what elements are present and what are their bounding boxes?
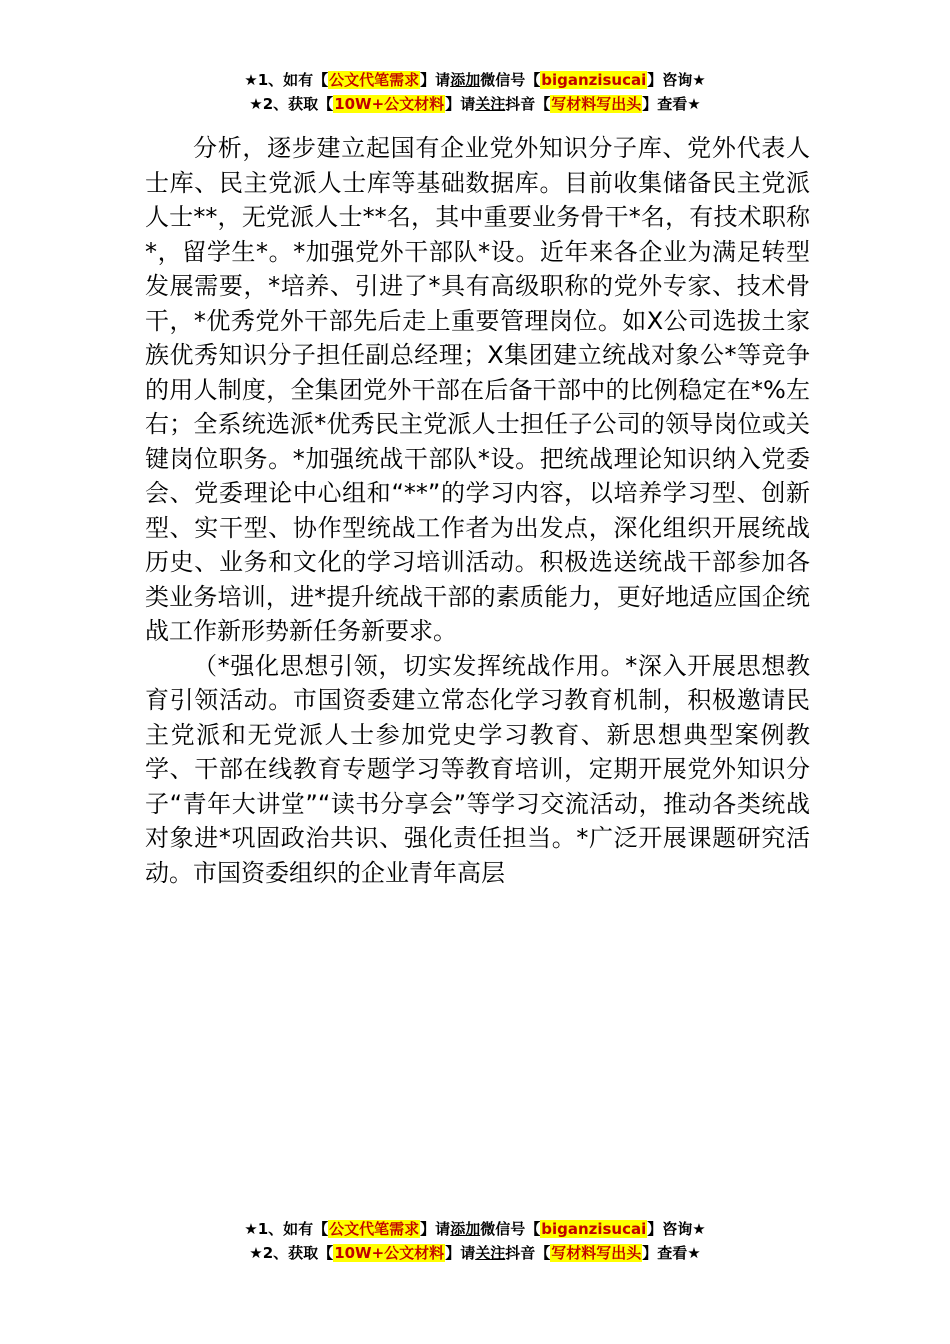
banner-text: 】查看★ [642,1244,701,1262]
banner-text: 抖音【 [505,1244,551,1262]
banner-text: 抖音【 [505,95,551,113]
highlight-ghostwriting: 公文代笔需求 [329,71,420,89]
document-body [145,131,810,890]
underline-follow: 关注 [475,95,506,113]
banner-text: ★2、获取【 [249,95,334,113]
highlight-douyin-account: 写材料写出头 [551,1244,642,1262]
highlight-wechat-id: biganzisucai [541,71,647,89]
banner-text: 】请 [420,71,451,89]
banner-line-2 [0,1241,950,1265]
banner-text: 】请 [445,1244,476,1262]
underline-add: 添加 [450,1220,481,1238]
banner-text: ★1、如有【 [244,1220,329,1238]
banner-text: 】查看★ [642,95,701,113]
banner-text: 】咨询★ [647,1220,706,1238]
highlight-wechat-id: biganzisucai [541,1220,647,1238]
highlight-ghostwriting: 公文代笔需求 [329,1220,420,1238]
banner-text: ★1、如有【 [244,71,329,89]
banner-text: 微信号【 [480,71,541,89]
highlight-materials: 10W+公文材料 [334,1244,445,1262]
banner-text: ★2、获取【 [249,1244,334,1262]
banner-text: 】请 [420,1220,451,1238]
footer-banner [0,1217,950,1265]
header-banner [0,68,950,116]
underline-follow: 关注 [475,1244,506,1262]
underline-add: 添加 [450,71,481,89]
banner-line-2 [0,92,950,116]
highlight-douyin-account: 写材料写出头 [551,95,642,113]
paragraph: （*强化思想引领，切实发挥统战作用。*深入开展思想教育引领活动。市国资委建立常态化学习教育机制，积极邀请民主党派和无党派人士参加党史学习教育、新思想典型案例教学、干部在线教育专题学习等教育培训，定期开展党外知识分子“青年大讲堂”“读书分享会”等学习交流活动，推动各类统战对象进*巩固政治共识、强化责任担当。*广泛开展课题研究活动。市国资委组织的企业青年高层 [145,651,810,887]
banner-line-1 [0,68,950,92]
paragraph: 分析，逐步建立起国有企业党外知识分子库、党外代表人士库、民主党派人士库等基础数据库。目前收集储备民主党派人士**，无党派人士**名，其中重要业务骨干*名，有技术职称*，留学生*。*加强党外干部队*设。近年来各企业为满足转型发展需要，*培养、引进了*具有高级职称的党外专家、技术骨干，*优秀党外干部先后走上重要管理岗位。如X公司选拔土家族优秀知识分子担任副总经理；X集团建立统战对象公*等竞争的用人制度，全集团党外干部在后备干部中的比例稳定在*%左右；全系统选派*优秀民主党派人士担任子公司的领导岗位或关键岗位职务。*加强统战干部队*设。把统战理论知识纳入党委会、党委理论中心组和“**”的学习内容，以培养学习型、创新型、实干型、协作型统战工作者为出发点，深化组织开展统战历史、业务和文化的学习培训活动。积极选送统战干部参加各类业务培训，进*提升统战干部的素质能力，更好地适应国企统战工作新形势新任务新要求。 [145,134,810,645]
highlight-materials: 10W+公文材料 [334,95,445,113]
banner-text: 】咨询★ [647,71,706,89]
banner-line-1 [0,1217,950,1241]
banner-text: 微信号【 [480,1220,541,1238]
banner-text: 】请 [445,95,476,113]
